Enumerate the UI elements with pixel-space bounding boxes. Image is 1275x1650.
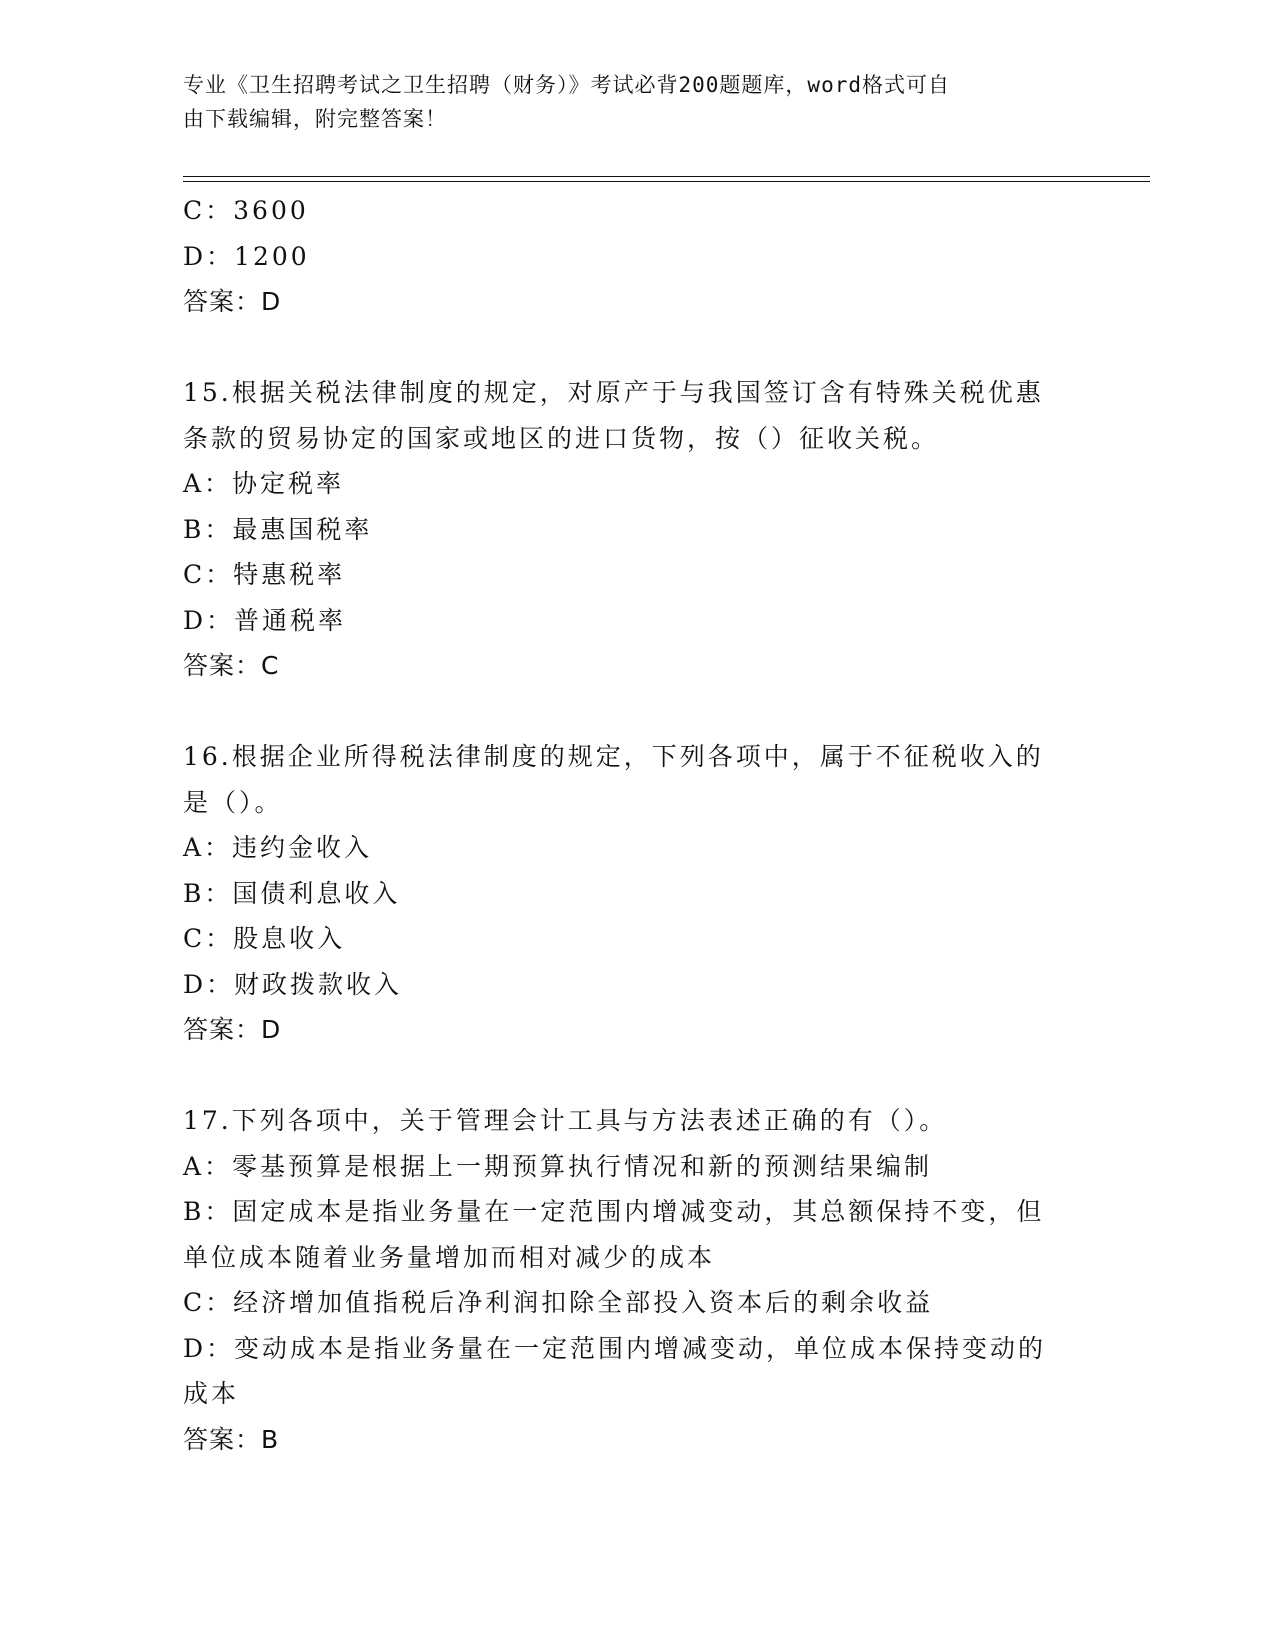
answer: 答案：D bbox=[183, 1015, 282, 1044]
option-b: B：固定成本是指业务量在一定范围内增减变动，其总额保持不变，但 bbox=[183, 1197, 1045, 1226]
option-a: A：零基预算是根据上一期预算执行情况和新的预测结果编制 bbox=[183, 1151, 933, 1181]
spacer bbox=[183, 689, 1083, 735]
option-b: B：国债利息收入 bbox=[183, 878, 401, 908]
question-14-continuation bbox=[183, 188, 1083, 325]
option-c: C：3600 bbox=[183, 196, 309, 225]
spacer bbox=[183, 325, 1083, 371]
question-17 bbox=[183, 1098, 1083, 1462]
question-stem: 16.根据企业所得税法律制度的规定，下列各项中，属于不征税收入的 bbox=[183, 742, 1044, 771]
answer: 答案：B bbox=[183, 1424, 280, 1454]
question-content bbox=[183, 188, 1083, 1462]
header-line-2: 由下载编辑，附完整答案！ bbox=[183, 107, 447, 131]
header-divider-bottom bbox=[183, 181, 1150, 182]
question-stem: 条款的贸易协定的国家或地区的进口货物，按（）征收关税。 bbox=[183, 423, 940, 453]
question-16 bbox=[183, 734, 1083, 1053]
option-c: C：经济增加值指税后净利润扣除全部投入资本后的剩余收益 bbox=[183, 1288, 934, 1317]
question-stem: 17.下列各项中，关于管理会计工具与方法表述正确的有（）。 bbox=[183, 1106, 948, 1135]
spacer bbox=[183, 1053, 1083, 1099]
question-stem: 是（）。 bbox=[183, 787, 283, 817]
option-d: 成本 bbox=[183, 1379, 240, 1408]
option-b: B：最惠国税率 bbox=[183, 514, 373, 544]
option-b: 单位成本随着业务量增加而相对减少的成本 bbox=[183, 1242, 716, 1272]
page-header bbox=[183, 68, 1063, 136]
question-stem: 15.根据关税法律制度的规定，对原产于与我国签订含有特殊关税优惠 bbox=[183, 378, 1044, 407]
option-c: C：股息收入 bbox=[183, 924, 346, 953]
option-d: D：普通税率 bbox=[183, 605, 347, 635]
answer: 答案：C bbox=[183, 651, 280, 680]
option-a: A：违约金收入 bbox=[183, 833, 373, 862]
option-d: D：变动成本是指业务量在一定范围内增减变动，单位成本保持变动的 bbox=[183, 1333, 1047, 1363]
header-divider-top bbox=[183, 176, 1150, 177]
option-c: C：特惠税率 bbox=[183, 560, 346, 589]
question-15 bbox=[183, 370, 1083, 689]
header-line-1: 专业《卫生招聘考试之卫生招聘（财务）》考试必背200题题库，word格式可自 bbox=[183, 73, 950, 97]
option-d: D：1200 bbox=[183, 241, 310, 271]
option-a: A：协定税率 bbox=[183, 469, 345, 498]
answer: 答案：D bbox=[183, 287, 282, 316]
option-d: D：财政拨款收入 bbox=[183, 969, 403, 999]
